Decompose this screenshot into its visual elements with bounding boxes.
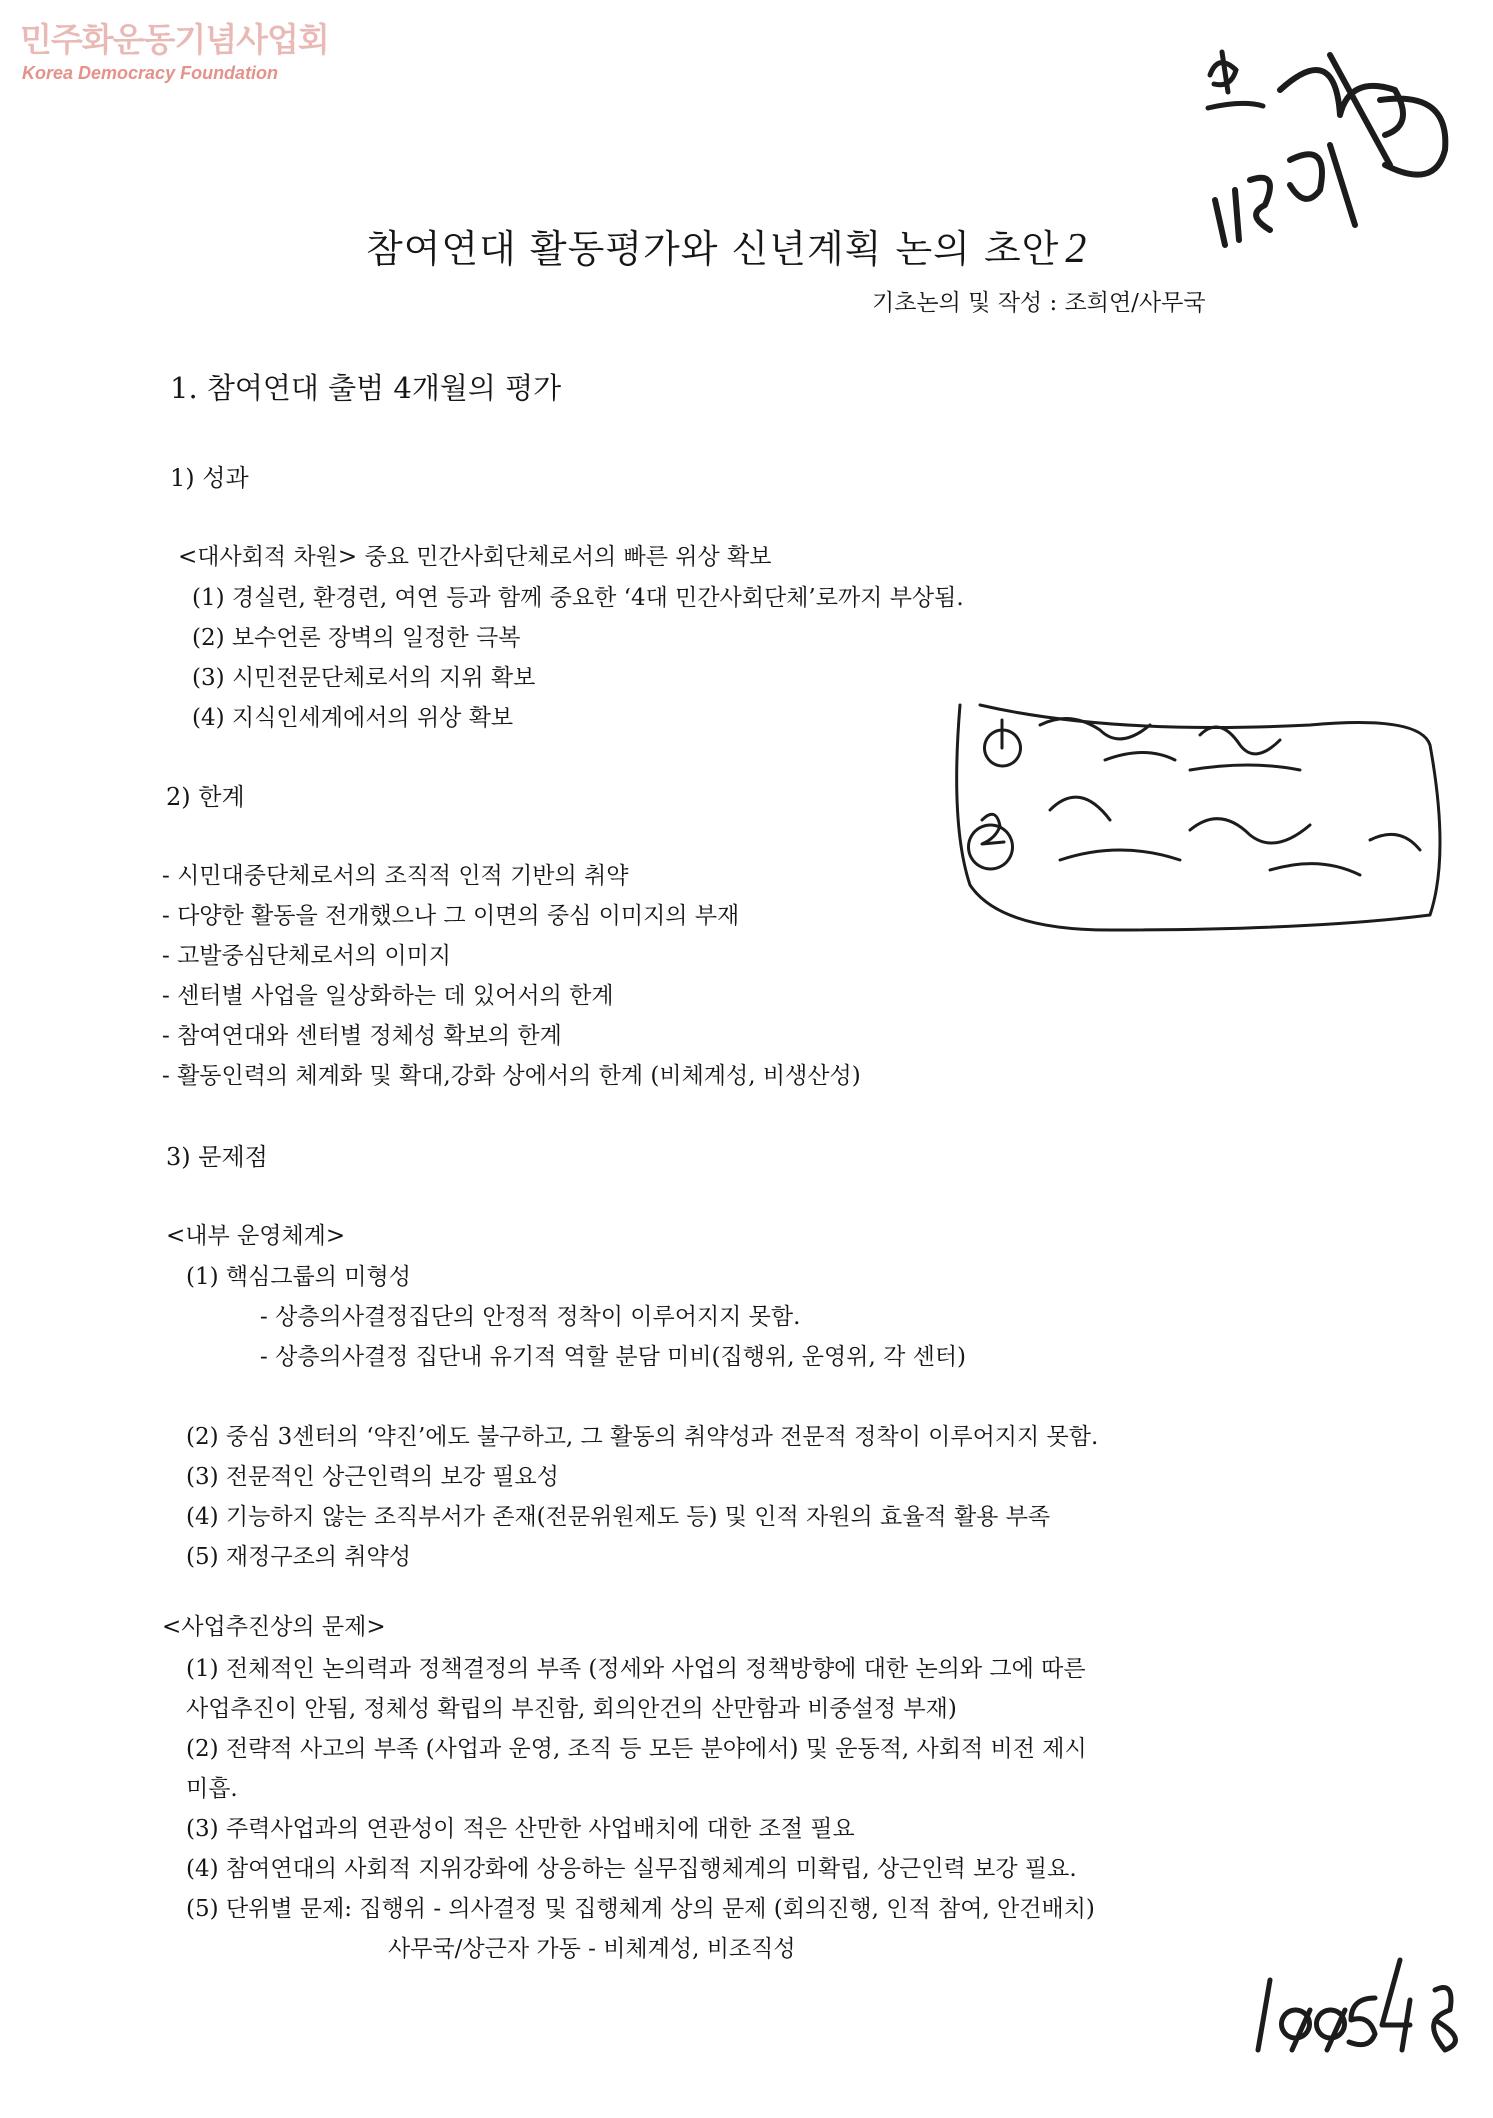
business-problem-line: 미흡. [186, 1776, 238, 1802]
limit-item: - 시민대중단체로서의 조직적 인적 기반의 취약 [162, 863, 629, 889]
achievement-item: (2) 보수언론 장벽의 일정한 극복 [192, 625, 521, 651]
business-problem-line: (2) 전략적 사고의 부족 (사업과 운영, 조직 등 모든 분야에서) 및 운동적, 사회적 비전 제시 [186, 1736, 1087, 1762]
section-heading: 1. 참여연대 출범 4개월의 평가 [170, 371, 562, 405]
business-problem-line: 사무국/상근자 가동 - 비체계성, 비조직성 [388, 1936, 796, 1962]
business-problems-heading: <사업추진상의 문제> [162, 1614, 386, 1640]
internal-item: (3) 전문적인 상근인력의 보강 필요성 [186, 1464, 559, 1490]
limit-item: - 활동인력의 체계화 및 확대,강화 상에서의 한계 (비체계성, 비생산성) [162, 1063, 861, 1089]
business-problem-line: (4) 참여연대의 사회적 지위강화에 상응하는 실무집행체계의 미확립, 상근인력 보강 필요. [186, 1856, 1077, 1882]
limit-item: - 참여연대와 센터별 정체성 확보의 한계 [162, 1023, 562, 1049]
business-problem-line: (1) 전체적인 논의력과 정책결정의 부족 (정세와 사업의 정책방향에 대한 논의와 그에 따른 [186, 1656, 1086, 1682]
limits-heading: 2) 한계 [166, 783, 245, 811]
document-title-suffix: 2 [1065, 226, 1088, 272]
limit-item: - 고발중심단체로서의 이미지 [162, 943, 452, 969]
internal-sub-item: - 상층의사결정집단의 안정적 정착이 이루어지지 못함. [260, 1304, 801, 1330]
problems-heading: 3) 문제점 [166, 1143, 268, 1171]
internal-ops-heading: <내부 운영체계> [166, 1223, 346, 1249]
handwritten-signature [1180, 30, 1480, 280]
achievements-intro: <대사회적 차원> 중요 민간사회단체로서의 빠른 위상 확보 [178, 544, 772, 570]
limit-item: - 다양한 활동을 전개했으나 그 이면의 중심 이미지의 부재 [162, 903, 740, 929]
internal-sub-item: - 상층의사결정 집단내 유기적 역할 분담 미비(집행위, 운영위, 각 센터) [260, 1344, 967, 1370]
business-problem-line: (3) 주력사업과의 연관성이 적은 산만한 사업배치에 대한 조절 필요 [186, 1816, 855, 1842]
watermark-korean: 민주화운동기념사업회 [20, 20, 329, 59]
document-title [366, 218, 1087, 273]
handwritten-margin-note [940, 680, 1460, 940]
handwritten-document-number [1250, 1950, 1470, 2060]
author-line: 기초논의 및 작성 : 조희연/사무국 [872, 290, 1206, 316]
internal-item: (2) 중심 3센터의 ‘약진’에도 불구하고, 그 활동의 취약성과 전문적 정착이 이루어지지 못함. [186, 1424, 1099, 1450]
limit-item: - 센터별 사업을 일상화하는 데 있어서의 한계 [162, 983, 614, 1009]
document-title-text: 참여연대 활동평가와 신년계획 논의 초안 [366, 227, 1060, 271]
internal-item: (4) 기능하지 않는 조직부서가 존재(전문위원제도 등) 및 인적 자원의 효율적 활용 부족 [186, 1504, 1051, 1530]
achievement-item: (1) 경실련, 환경련, 여연 등과 함께 중요한 ‘4대 민간사회단체’로까지 부상됨. [192, 585, 964, 611]
internal-item: (1) 핵심그룹의 미형성 [186, 1264, 411, 1290]
achievement-item: (4) 지식인세계에서의 위상 확보 [192, 705, 514, 731]
watermark-english: Korea Democracy Foundation [22, 63, 279, 83]
internal-item: (5) 재정구조의 취약성 [186, 1544, 411, 1570]
achievement-item: (3) 시민전문단체로서의 지위 확보 [192, 665, 536, 691]
business-problem-line: (5) 단위별 문제: 집행위 - 의사결정 및 집행체계 상의 문제 (회의진행, 인적 참여, 안건배치) [186, 1896, 1095, 1922]
achievements-heading: 1) 성과 [170, 464, 249, 492]
business-problem-line: 사업추진이 안됨, 정체성 확립의 부진함, 회의안건의 산만함과 비중설정 부재) [186, 1696, 957, 1722]
